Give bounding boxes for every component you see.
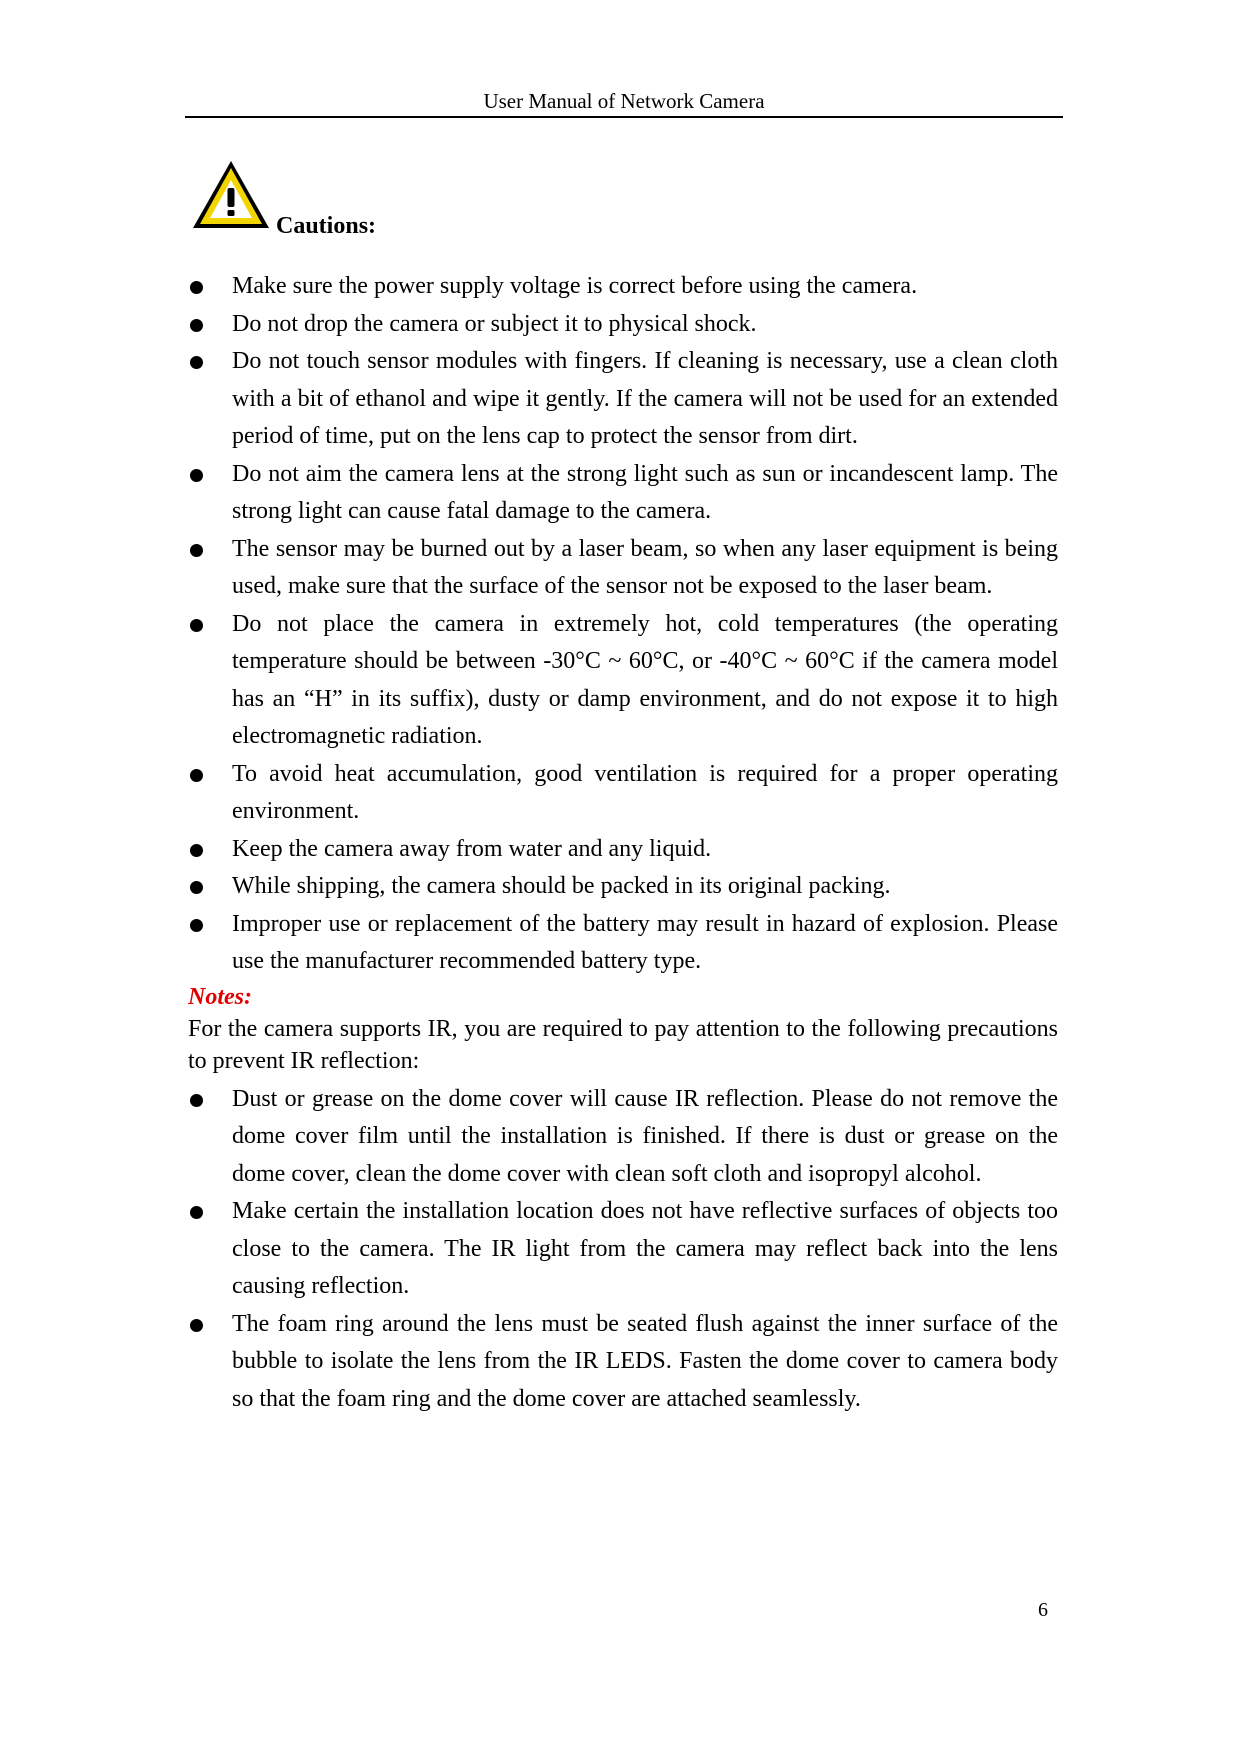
notes-list: [188, 1081, 1058, 1419]
bullet-icon: [190, 844, 203, 857]
bullet-icon: [190, 281, 203, 294]
bullet-icon: [190, 919, 203, 932]
list-item: The foam ring around the lens must be seated flush against the inner surface of the bubble to isolate the lens from the IR LEDS. Fasten the dome cover to camera body so that the foam ring and the dome cover are attached seamlessly.: [188, 1306, 1058, 1419]
bullet-icon: [190, 319, 203, 332]
list-item: Keep the camera away from water and any liquid.: [188, 831, 1058, 869]
notes-intro: For the camera supports IR, you are required to pay attention to the following precautions to prevent IR reflection:: [188, 1015, 1058, 1074]
list-item: To avoid heat accumulation, good ventilation is required for a proper operating environment.: [188, 756, 1058, 831]
list-item: Do not aim the camera lens at the strong light such as sun or incandescent lamp. The strong light can cause fatal damage to the camera.: [188, 456, 1058, 531]
list-item: Do not touch sensor modules with fingers. If cleaning is necessary, use a clean cloth with a bit of ethanol and wipe it gently. If the camera will not be used for an extended period of time, put on the lens cap to protect the sensor from dirt.: [188, 343, 1058, 456]
bullet-icon: [190, 1206, 203, 1219]
bullet-icon: [190, 769, 203, 782]
bullet-icon: [190, 881, 203, 894]
bullet-icon: [190, 544, 203, 557]
page-body: [188, 268, 1058, 1418]
bullet-icon: [190, 1319, 203, 1332]
list-item: Dust or grease on the dome cover will cause IR reflection. Please do not remove the dome cover film until the installation is finished. If there is dust or grease on the dome cover, clean the dome cover with clean soft cloth and isopropyl alcohol.: [188, 1081, 1058, 1194]
bullet-icon: [190, 1094, 203, 1107]
list-item: Do not drop the camera or subject it to physical shock.: [188, 306, 1058, 344]
warning-triangle-icon: [190, 158, 272, 232]
list-item: The sensor may be burned out by a laser beam, so when any laser equipment is being used, make sure that the surface of the sensor not be exposed to the laser beam.: [188, 531, 1058, 606]
header-rule: [185, 116, 1063, 118]
list-item: Improper use or replacement of the battery may result in hazard of explosion. Please use the manufacturer recommended battery type.: [188, 906, 1058, 981]
page-header: User Manual of Network Camera: [483, 89, 765, 113]
list-item: Make certain the installation location does not have reflective surfaces of objects too close to the camera. The IR light from the camera may reflect back into the lens causing reflection.: [188, 1193, 1058, 1306]
bullet-icon: [190, 469, 203, 482]
list-item: While shipping, the camera should be packed in its original packing.: [188, 868, 1058, 906]
list-item: Make sure the power supply voltage is correct before using the camera.: [188, 268, 1058, 306]
list-item: Do not place the camera in extremely hot, cold temperatures (the operating temperature should be between -30°C ~ 60°C, or -40°C ~ 60°C if the camera model has an “H” in its suffix), dusty or damp environment, and do not expose it to high electromagnetic radiation.: [188, 606, 1058, 756]
cautions-list: [188, 268, 1058, 981]
cautions-title: Cautions:: [276, 213, 377, 239]
page-number: 6: [1038, 1599, 1048, 1621]
notes-title: Notes:: [188, 983, 252, 1010]
bullet-icon: [190, 356, 203, 369]
bullet-icon: [190, 619, 203, 632]
